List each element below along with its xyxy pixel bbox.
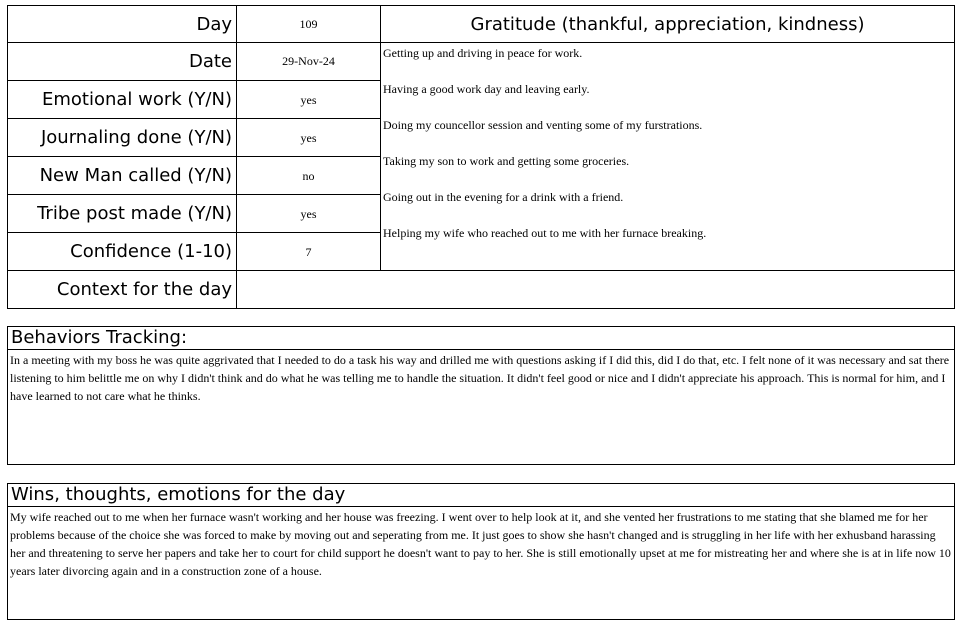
gratitude-item: Having a good work day and leaving early.	[383, 82, 590, 96]
gratitude-item: Taking my son to work and getting some groceries.	[383, 154, 630, 168]
emotional-work-value[interactable]: yes	[236, 80, 381, 119]
behaviors-tracking-title: Behaviors Tracking:	[8, 327, 954, 350]
behaviors-tracking-text[interactable]: In a meeting with my boss he was quite aggrivated that I needed to do a task his way and drilled me with questions asking if I did this, did I do that, etc. I felt none of it was necessary and sat there listening to him belittle me on why I didn't think and do what he was telling me to handle the situation. It didn't feel good or nice and I didn't appreciate his approach. This is normal for him, and I have learned to not care what he thinks.	[10, 353, 950, 403]
new-man-called-value[interactable]: no	[236, 156, 381, 195]
daily-summary-grid	[7, 5, 955, 309]
gratitude-list	[381, 43, 954, 259]
wins-thoughts-section	[7, 483, 955, 620]
day-value[interactable]: 109	[236, 5, 381, 43]
gratitude-item: Going out in the evening for a drink with a friend.	[383, 190, 624, 204]
gratitude-item: Getting up and driving in peace for work.	[383, 46, 583, 60]
wins-thoughts-title: Wins, thoughts, emotions for the day	[8, 484, 954, 507]
journaling-done-value[interactable]: yes	[236, 118, 381, 157]
context-label: Context for the day	[7, 270, 237, 309]
gratitude-item: Helping my wife who reached out to me with her furnace breaking.	[383, 226, 707, 240]
gratitude-item: Doing my councellor session and venting some of my furstrations.	[383, 118, 703, 132]
behaviors-tracking-section	[7, 326, 955, 465]
context-value[interactable]	[236, 270, 955, 309]
day-label: Day	[7, 5, 237, 43]
date-label: Date	[7, 42, 237, 81]
tribe-post-made-value[interactable]: yes	[236, 194, 381, 233]
gratitude-list-box[interactable]	[380, 42, 955, 271]
new-man-called-label: New Man called (Y/N)	[7, 156, 237, 195]
wins-thoughts-text[interactable]: My wife reached out to me when her furnace wasn't working and her house was freezing. I went over to help look at it, and she vented her frustrations to me stating that she blamed me for her problems because of the choice she was forced to make by moving out and seperating from me. It just goes to show she hasn't changed and is struggling in her life with her exhusband harassing her and threatening to serve her papers and take her to court for child support he doesn't want to pay to her. She is still emotionally upset at me for mistreating her and where she is at in life now 10 years later divorcing again and in a construction zone of a house.	[10, 510, 951, 578]
tribe-post-made-label: Tribe post made (Y/N)	[7, 194, 237, 233]
journaling-done-label: Journaling done (Y/N)	[7, 118, 237, 157]
date-value[interactable]: 29-Nov-24	[236, 42, 381, 81]
confidence-label: Confidence (1-10)	[7, 232, 237, 271]
emotional-work-label: Emotional work (Y/N)	[7, 80, 237, 119]
confidence-value[interactable]: 7	[236, 232, 381, 271]
gratitude-title: Gratitude (thankful, appreciation, kindness)	[380, 5, 955, 43]
